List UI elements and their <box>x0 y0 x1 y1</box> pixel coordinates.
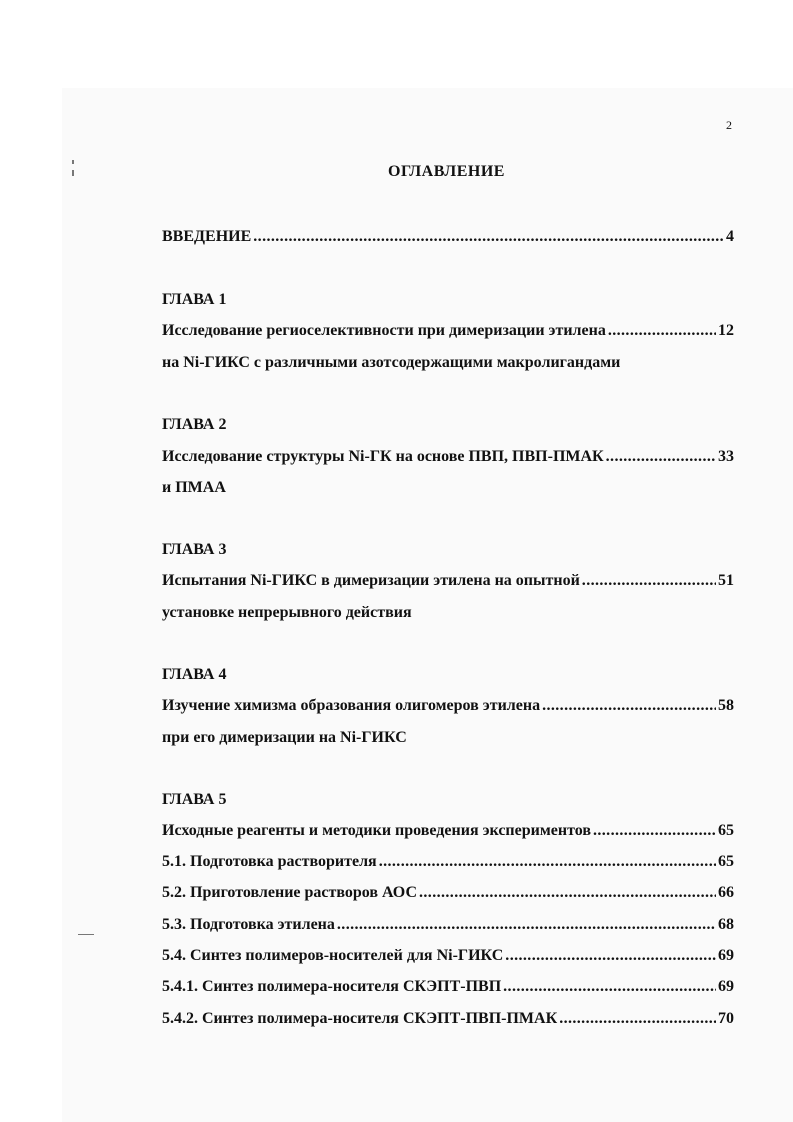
entry-label: Исследование региоселективности при димеризации этилена <box>162 322 606 339</box>
entry-label: 5.3. Подготовка этилена <box>162 916 335 933</box>
entry-continuation: на Ni-ГИКС с различными азотсодержащими макролигандами <box>162 354 621 371</box>
toc-entry-section <box>162 882 734 904</box>
entry-label: 5.4. Синтез полимеров-носителей для Ni-ГИКС <box>162 947 504 964</box>
leader-dots <box>419 882 716 904</box>
entry-label: 5.4.2. Синтез полимера-носителя СКЭПТ-ПВП-ПМАК <box>162 1010 558 1027</box>
leader-dots <box>337 914 716 936</box>
toc-entry-section <box>162 945 734 967</box>
entry-continuation: и ПМАА <box>162 479 226 496</box>
entry-continuation: при его димеризации на Ni-ГИКС <box>162 729 407 746</box>
entry-label: 5.4.1. Синтез полимера-носителя СКЭПТ-ПВП <box>162 978 502 995</box>
toc-entry-chapter-3 <box>162 570 734 592</box>
leader-dots <box>379 851 716 873</box>
toc-entry-section <box>162 1008 734 1030</box>
leader-dots <box>505 945 716 967</box>
entry-page: 65 <box>718 853 734 870</box>
toc-entry-chapter-5 <box>162 820 734 842</box>
toc-entry-chapter-4 <box>162 695 734 717</box>
entry-page: 65 <box>718 822 734 839</box>
leader-dots <box>503 976 716 998</box>
entry-page: 58 <box>718 697 734 714</box>
leader-dots <box>542 695 716 717</box>
entry-page: 70 <box>718 1010 734 1027</box>
entry-label: 5.1. Подготовка растворителя <box>162 853 377 870</box>
entry-label: Исследование структуры Ni-ГК на основе ПВП, ПВП-ПМАК <box>162 448 604 465</box>
toc-entry-intro <box>162 226 734 248</box>
scan-mark <box>78 934 94 935</box>
chapter-heading: ГЛАВА 4 <box>162 666 227 683</box>
leader-dots <box>606 446 716 468</box>
entry-page: 68 <box>718 916 734 933</box>
leader-dots <box>608 320 716 342</box>
toc-entry-section <box>162 851 734 873</box>
page-number: 2 <box>726 118 732 132</box>
leader-dots <box>593 820 716 842</box>
entry-continuation: установке непрерывного действия <box>162 604 412 621</box>
entry-label: Изучение химизма образования олигомеров этилена <box>162 697 541 714</box>
entry-label: Испытания Ni-ГИКС в димеризации этилена на опытной <box>162 572 580 589</box>
chapter-heading: ГЛАВА 5 <box>162 791 227 808</box>
entry-page: 69 <box>718 947 734 964</box>
entry-page: 33 <box>718 448 734 465</box>
entry-page: 12 <box>718 322 734 339</box>
chapter-heading: ГЛАВА 2 <box>162 416 227 433</box>
entry-page: 69 <box>718 978 734 995</box>
toc-entry-section <box>162 914 734 936</box>
chapter-heading: ГЛАВА 3 <box>162 541 227 558</box>
toc-entry-section <box>162 976 734 998</box>
toc-entry-chapter-1 <box>162 320 734 342</box>
entry-page: 66 <box>718 884 734 901</box>
leader-dots <box>559 1008 716 1030</box>
chapter-heading: ГЛАВА 1 <box>162 291 227 308</box>
leader-dots <box>582 570 716 592</box>
entry-label: 5.2. Приготовление растворов АОС <box>162 884 417 901</box>
toc-title: ОГЛАВЛЕНИЕ <box>388 163 505 180</box>
leader-dots <box>253 226 724 248</box>
toc-entry-chapter-2 <box>162 446 734 468</box>
entry-label: ВВЕДЕНИЕ <box>162 228 252 245</box>
entry-label: Исходные реагенты и методики проведения экспериментов <box>162 822 591 839</box>
entry-page: 4 <box>726 228 734 245</box>
entry-page: 51 <box>718 572 734 589</box>
